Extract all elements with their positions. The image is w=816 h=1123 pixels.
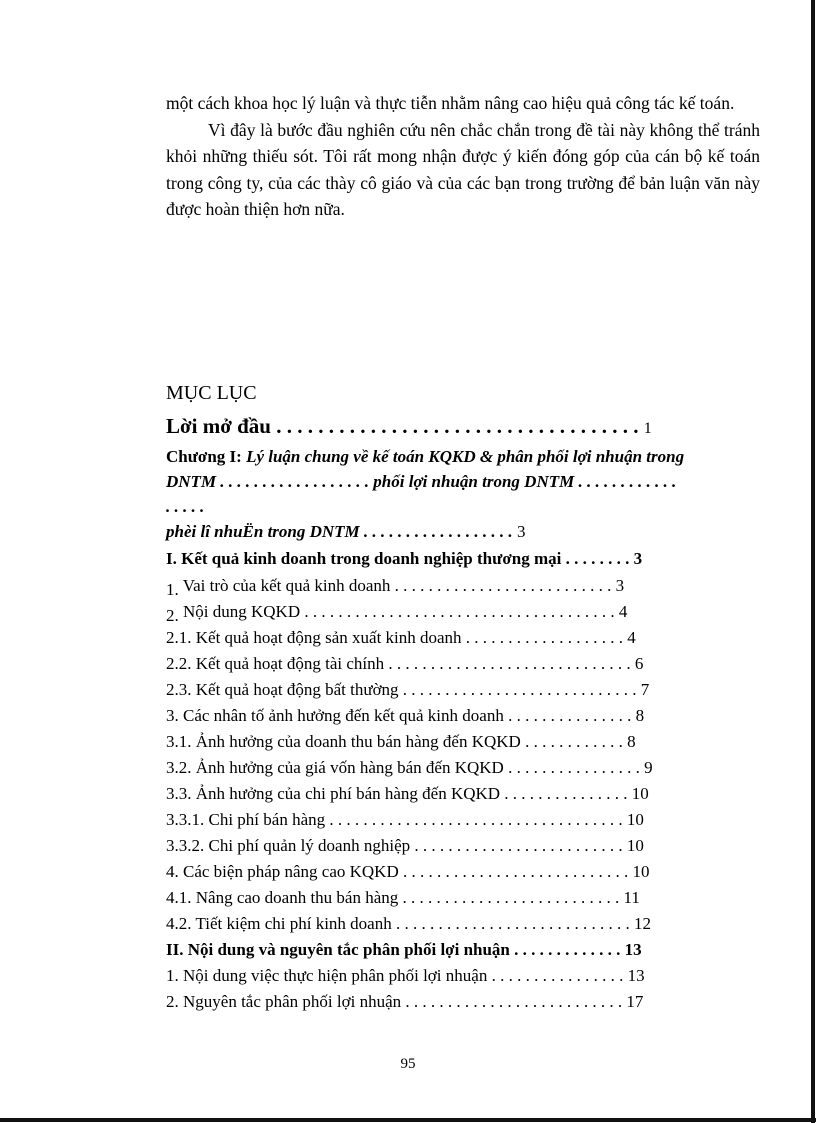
intro-paragraph-1: một cách khoa học lý luận và thực tiễn nhằm nâng cao hiệu quả công tác kế toán.: [166, 93, 735, 113]
toc-entry[interactable]: 3.2. Ảnh hưởng của giá vốn hàng bán đến KQKD . . . . . . . . . . . . . . . . 9: [166, 758, 653, 777]
toc-entry[interactable]: 2.3. Kết quả hoạt động bất thường . . . . . . . . . . . . . . . . . . . . . . . . . . . . 7: [166, 680, 650, 699]
toc-entry[interactable]: 4.1. Nâng cao doanh thu bán hàng . . . . . . . . . . . . . . . . . . . . . . . . . . 11: [166, 888, 640, 907]
toc-entry[interactable]: 2. Nguyên tắc phân phối lợi nhuận . . . . . . . . . . . . . . . . . . . . . . . . . . 17: [166, 992, 644, 1011]
toc-entry[interactable]: II. Nội dung và nguyên tắc phân phối lợi nhuận . . . . . . . . . . . . . 13: [166, 940, 642, 959]
toc-entry[interactable]: [166, 600, 760, 624]
toc-entry-loi-mo-dau[interactable]: [166, 414, 760, 441]
toc-entry[interactable]: 3.3. Ảnh hưởng của chi phí bán hàng đến KQKD . . . . . . . . . . . . . . . 10: [166, 784, 649, 803]
toc-entry[interactable]: 2.1. Kết quả hoạt động sản xuất kinh doanh . . . . . . . . . . . . . . . . . . . 4: [166, 628, 636, 647]
toc-chapter-prefix: Chương I:: [166, 447, 247, 466]
toc-entry[interactable]: [166, 574, 760, 598]
intro-paragraph-2: Vì đây là bước đầu nghiên cứu nên chắc chắn trong đề tài này không thể tránh khỏi những thiếu sót. Tôi rất mong nhận được ý kiến đóng góp của cán bộ kế toán trong công ty, của các thày cô giáo và của các bạn trong trường để bản luận văn này được hoàn thiện hơn nữa.: [166, 119, 760, 219]
page-number: 95: [400, 1056, 416, 1072]
toc-entry-number: 2.: [166, 606, 179, 625]
toc-chapter-line-4: [166, 520, 760, 544]
toc-entry[interactable]: 2.2. Kết quả hoạt động tài chính . . . . . . . . . . . . . . . . . . . . . . . . . . . . . 6: [166, 654, 644, 673]
toc-chapter-line-4-page: 3: [516, 522, 526, 541]
toc-entry[interactable]: 4. Các biện pháp nâng cao KQKD . . . . . . . . . . . . . . . . . . . . . . . . . . . 10: [166, 862, 650, 881]
page-border-right: [811, 0, 815, 1123]
toc-entry-chuong-1[interactable]: [166, 445, 760, 469]
toc-entry-text: Vai trò của kết quả kinh doanh . . . . . . . . . . . . . . . . . . . . . . . . . . 3: [178, 576, 625, 595]
toc-entry-text: Nội dung KQKD . . . . . . . . . . . . . . . . . . . . . . . . . . . . . . . . . . . . . 4: [178, 602, 628, 621]
toc-chapter-line-3: . . . . .: [166, 497, 205, 516]
toc-entry[interactable]: 3. Các nhân tố ảnh hưởng đến kết quả kinh doanh . . . . . . . . . . . . . . . 8: [166, 706, 645, 725]
toc-entry-dots: . . . . . . . . . . . . . . . . . . . . . . . . . . . . . . . . . . .: [270, 414, 644, 438]
toc-entry[interactable]: I. Kết quả kinh doanh trong doanh nghiệp thương mại . . . . . . . . 3: [166, 549, 643, 568]
toc-entry[interactable]: 3.1. Ảnh hưởng của doanh thu bán hàng đến KQKD . . . . . . . . . . . . 8: [166, 732, 636, 751]
toc-entry-label: Lời mở đầu: [166, 414, 271, 438]
toc-entry-number: 1.: [166, 580, 179, 599]
toc-entry[interactable]: 3.3.2. Chi phí quản lý doanh nghiệp . . . . . . . . . . . . . . . . . . . . . . . . . 10: [166, 836, 644, 855]
toc-entry[interactable]: 3.3.1. Chi phí bán hàng . . . . . . . . . . . . . . . . . . . . . . . . . . . . . . . . . . . 10: [166, 810, 644, 829]
toc-chapter-line-2: DNTM . . . . . . . . . . . . . . . . . . phối lợi nhuận trong DNTM . . . . . . . . . . . .: [166, 472, 677, 491]
page-border-bottom: [0, 1118, 816, 1122]
toc-chapter-title: Lý luận chung về kế toán KQKD & phân phối lợi nhuận trong: [246, 447, 685, 466]
toc-entry[interactable]: 4.2. Tiết kiệm chi phí kinh doanh . . . . . . . . . . . . . . . . . . . . . . . . . . . . 12: [166, 914, 651, 933]
toc-entry[interactable]: 1. Nội dung việc thực hiện phân phối lợi nhuận . . . . . . . . . . . . . . . . 13: [166, 966, 645, 985]
toc-title: MỤC LỤC: [166, 382, 257, 404]
toc-entry-page: 1: [643, 420, 652, 437]
toc-chapter-line-4-text: phèi lî nhuËn trong DNTM . . . . . . . . . . . . . . . . . .: [166, 522, 517, 541]
intro-text: [166, 90, 760, 223]
